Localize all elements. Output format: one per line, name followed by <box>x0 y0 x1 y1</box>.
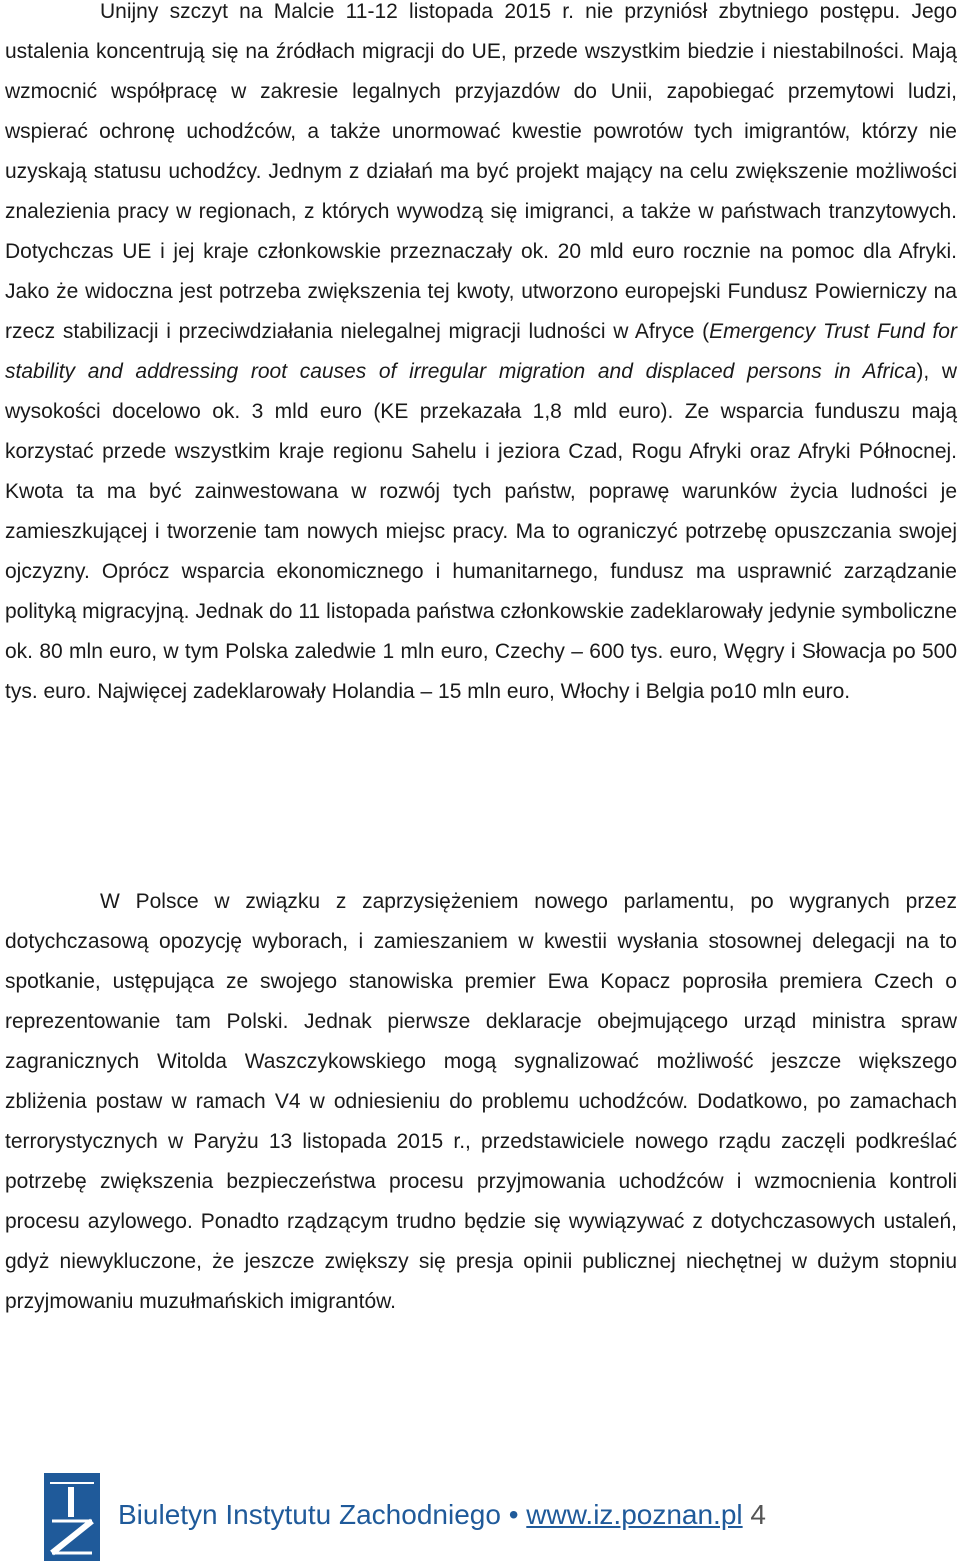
paragraph-1 <box>5 0 957 712</box>
paragraph-1-text-b: ), w wysokości docelowo ok. 3 mld euro (KE przekazała 1,8 mld euro). Ze wsparcia funduszu mają korzystać przede wszystkim kraje regionu Sahelu i jeziora Czad, Rogu Afryki oraz Afryki Północnej. Kwota ta ma być zainwestowana w rozwój tych państw, poprawę warunków życia ludności je zamieszkującej i tworzenie tam nowych miejsc pracy. Ma to ograniczyć potrzebę opuszczania swojej ojczyzny. Oprócz wsparcia ekonomicznego i humanitarnego, fundusz ma usprawnić zarządzanie polityką migracyjną. Jednak do 11 listopada państwa członkowskie zadeklarowały jedynie symboliczne ok. 80 mln euro, w tym Polska zaledwie 1 mln euro, Czechy – 600 tys. euro, Węgry i Słowacja po 500 tys. euro. Najwięcej zadeklarowały Holandia – 15 mln euro, Włochy i Belgia po10 mln euro. <box>5 360 958 703</box>
footer-url-link[interactable]: www.iz.poznan.pl <box>526 1499 743 1530</box>
page-footer <box>0 1465 960 1561</box>
iz-logo-icon <box>44 1473 100 1561</box>
footer-title: Biuletyn Instytutu Zachodniego <box>118 1499 501 1530</box>
paragraph-2-text: W Polsce w związku z zaprzysiężeniem nowego parlamentu, po wygranych przez dotychczasową opozycję wyborach, i zamieszaniem w kwestii wysłania stosownej delegacji na to spotkanie, ustępująca ze swojego stanowiska premier Ewa Kopacz poprosiła premiera Czech o reprezentowanie tam Polski. Jednak pierwsze deklaracje obejmującego urząd ministra spraw zagranicznych Witolda Waszczykowskiego mogą sygnalizować możliwość jeszcze większego zbliżenia postaw w ramach V4 w odniesieniu do problemu uchodźców. Dodatkowo, po zamachach terrorystycznych w Paryżu 13 listopada 2015 r., przedstawiciele nowego rządu zaczęli podkreślać potrzebę zwiększenia bezpieczeństwa procesu przyjmowania uchodźców i wzmocnienia kontroli procesu azylowego. Ponadto rządzącym trudno będzie się wywiązywać z dotychczasowych ustaleń, gdyż niewykluczone, że jeszcze zwiększy się presja opinii publicznej niechętnej w dużym stopniu przyjmowaniu muzułmańskich imigrantów. <box>5 890 957 1313</box>
paragraph-1-italic-name: Emergency Trust Fund for stability and addressing root causes of irregular migration and displaced persons in Africa <box>5 320 957 383</box>
page-number: 4 <box>750 1499 766 1530</box>
footer-bullet: • <box>508 1499 519 1530</box>
paragraph-1-text-a: Unijny szczyt na Malcie 11-12 listopada 2015 r. nie przyniósł zbytniego postępu. Jego ustalenia koncentrują się na źródłach migracji do UE, przede wszystkim biedzie i niestabilności. Mają wzmocnić współpracę w zakresie legalnych przyjazdów do Unii, zapobiegać przemytowi ludzi, wspierać ochronę uchodźców, a także unormować kwestie powrotów tych imigrantów, którzy nie uzyskają statusu uchodźcy. Jednym z działań ma być projekt mający na celu zwiększenie możliwości znalezienia pracy w regionach, z których wywodzą się imigranci, a także w państwach tranzytowych. Dotychczas UE i jej kraje członkowskie przeznaczały ok. 20 mld euro rocznie na pomoc dla Afryki. Jako że widoczna jest potrzeba zwiększenia tej kwoty, utworzono europejski Fundusz Powierniczy na rzecz stabilizacji i przeciwdziałania nielegalnej migracji ludności w Afryce ( <box>5 0 957 343</box>
footer-caption <box>118 1499 766 1531</box>
paragraph-2 <box>5 882 957 1322</box>
